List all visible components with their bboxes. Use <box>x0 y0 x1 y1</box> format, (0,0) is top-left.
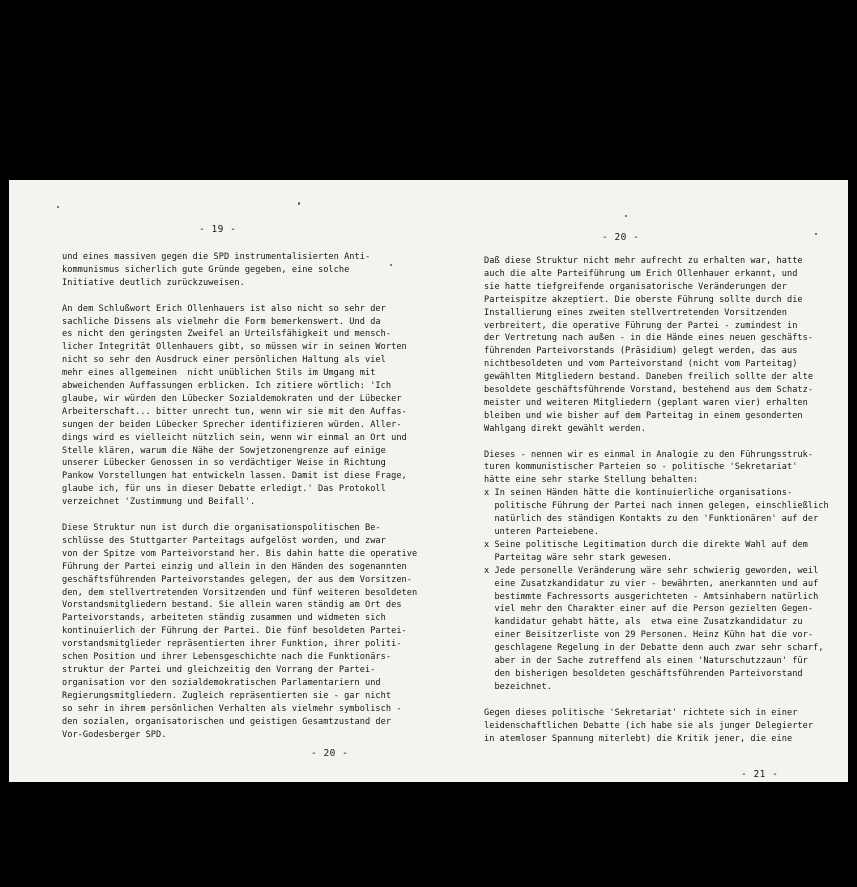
text-line: natürlich des ständigen Kontakts zu den 'Funktionären' auf der <box>494 514 819 525</box>
text-line: Führung der Partei einzig und allein in den Händen des sogenannten <box>62 561 407 572</box>
text-line: und eines massiven gegen die SPD instrumentalisierten Anti- <box>62 252 371 262</box>
text-line: Parteispitze akzeptiert. Die oberste Führung sollte durch die <box>484 294 803 305</box>
text-line: licher Integrität Ollenhauers gibt, so müssen wir in seinen Worten <box>62 342 407 353</box>
text-line: Dieses - nennen wir es einmal in Analogie zu den Führungsstruk- <box>484 449 814 460</box>
scan-speck <box>390 264 392 266</box>
scanned-document <box>9 180 848 782</box>
text-line: Installierung eines zweiten stellvertretenden Vorsitzenden <box>484 307 787 318</box>
text-line: den, dem stellvertretenden Vorsitzenden und fünf weiteren besoldeten <box>62 587 418 598</box>
text-line: Stelle klären, warum die Nähe der Sowjetzonengrenze auf einige <box>62 445 386 456</box>
text-line: verzeichnet 'Zustimmung und Beifall'. <box>62 497 256 508</box>
text-line: geschlagene Regelung in der Debatte denn auch zwar sehr scharf, <box>494 643 824 654</box>
text-line: den sozialen, organisatorischen und geistigen Gesamtzustand der <box>62 716 392 727</box>
page-number-top: - 19 - <box>199 224 237 235</box>
text-line: Vor-Godesberger SPD. <box>62 729 167 740</box>
text-line: so sehr in ihrem persönlichen Verhalten als vielmehr symbolisch - <box>62 703 402 714</box>
text-line: sungen der beiden Lübecker Sprecher identifizieren würden. Aller- <box>62 419 402 430</box>
text-line: struktur der Partei und gleichzeitig den Vorrang der Partei- <box>62 664 376 675</box>
text-line: Vorstandsmitgliedern bestand. Sie allein waren ständig am Ort des <box>62 600 402 611</box>
scan-speck <box>298 202 300 205</box>
text-line: Regierungsmitgliedern. Zugleich repräsentierten sie - gar nicht <box>62 690 392 701</box>
text-line: sie hatte tiefgreifende organisatorische Veränderungen der <box>484 281 787 292</box>
paragraph <box>62 251 417 290</box>
text-line: auch die alte Parteiführung um Erich Ollenhauer erkannt, und <box>484 268 798 279</box>
text-line: kandidatur gehabt hätte, als etwa eine Zusatzkandidatur zu <box>494 617 803 628</box>
text-line: schen Position und ihrer Lebensgeschichte nach die Funktionärs- <box>62 652 392 663</box>
bullet-marker: x <box>484 539 490 550</box>
text-line: viel mehr den Charakter einer auf die Person gezielten Gegen- <box>494 604 814 615</box>
text-line: bleiben und wie bisher auf dem Parteitag in einem gesonderten <box>484 410 803 421</box>
left-page-body <box>62 251 417 754</box>
text-line: schlüsse des Stuttgarter Parteitags aufgelöst worden, und zwar <box>62 535 386 546</box>
text-line: abweichenden Auffassungen erblicken. Ich zitiere wörtlich: 'Ich <box>62 381 392 392</box>
text-line: geschäftsführenden Parteivorstandes gelegen, der aus dem Vorsitzen- <box>62 574 412 585</box>
text-line: von der Spitze vom Parteivorstand her. Bis dahin hatte die operative <box>62 548 418 559</box>
bullet-item <box>484 487 829 539</box>
bullet-marker: x <box>484 565 490 576</box>
text-line: leidenschaftlichen Debatte (ich habe sie als junger Delegierter <box>484 720 814 731</box>
text-line: Seine politische Legitimation durch die direkte Wahl auf dem <box>494 539 808 550</box>
text-line: Gegen dieses politische 'Sekretariat' richtete sich in einer <box>484 707 798 718</box>
text-line: organisation vor den sozialdemokratischen Parlamentariern und <box>62 677 381 688</box>
scan-speck <box>625 215 627 217</box>
text-line: kommunismus sicherlich gute Gründe gegeben, eine solche <box>62 264 350 275</box>
scan-speck <box>57 206 59 208</box>
text-line: einer Beisitzerliste von 29 Personen. Heinz Kühn hat die vor- <box>494 630 814 641</box>
right-page <box>449 180 848 782</box>
text-line: Diese Struktur nun ist durch die organisationspolitischen Be- <box>62 523 381 533</box>
text-line: unserer Lübecker Genossen in so verdächtiger Weise in Richtung <box>62 458 386 469</box>
paragraph <box>62 522 417 741</box>
text-line: Jede personelle Veränderung wäre sehr schwierig geworden, weil <box>494 565 819 576</box>
text-line: gewählten Mitgliedern bestand. Daneben freilich sollte der alte <box>484 372 814 383</box>
right-page-body <box>484 255 829 745</box>
text-line: eine Zusatzkandidatur zu vier - bewährten, anerkannten und auf <box>494 578 819 589</box>
scan-speck <box>815 233 817 235</box>
text-line: glaube, wir würden den Lübecker Sozialdemokraten und der Lübecker <box>62 393 402 404</box>
paragraph <box>484 449 829 488</box>
page-number-bottom: - 21 - <box>741 769 779 780</box>
left-page <box>9 180 449 782</box>
text-line: führenden Parteivorstands (Präsidium) gelegt werden, das aus <box>484 346 798 357</box>
paragraph <box>62 303 417 510</box>
text-line: mehr eines allgemeinen nicht unüblichen Stils im Umgang mit <box>62 368 376 379</box>
text-line: bezeichnet. <box>494 681 552 692</box>
text-line: An dem Schlußwort Erich Ollenhauers ist also nicht so sehr der <box>62 303 386 314</box>
text-line: In seinen Händen hätte die kontinuierliche organisations- <box>494 488 793 499</box>
text-line: in atemloser Spannung miterlebt) die Kritik jener, die eine <box>484 733 793 744</box>
text-line: verbreitert, die operative Führung der Partei - zumindest in <box>484 320 798 331</box>
text-line: es nicht den geringsten Zweifel an Urteilsfähigkeit und mensch- <box>62 329 392 340</box>
text-line: hätte eine sehr starke Stellung behalten: <box>484 475 699 486</box>
text-line: besoldete geschäftsführende Vorstand, bestehend aus dem Schatz- <box>484 385 814 396</box>
text-line: nicht so sehr den Ausdruck einer persönlichen Haltung als viel <box>62 355 386 366</box>
page-number-bottom: - 20 - <box>311 748 349 759</box>
text-line: politische Führung der Partei nach innen gelegen, einschließlich <box>494 501 829 512</box>
text-line: Pankow Vorstellungen hat entwickeln lassen. Damit ist diese Frage, <box>62 471 407 482</box>
text-line: kontinuierlich der Führung der Partei. Die fünf besoldeten Partei- <box>62 626 407 637</box>
text-line: glaube ich, für uns in dieser Debatte erledigt.' Das Protokoll <box>62 484 386 495</box>
text-line: der Vertretung nach außen - in die Hände eines neuen geschäfts- <box>484 333 814 344</box>
text-line: bestimmte Fachressorts ausgerichteten - Amtsinhabern natürlich <box>494 591 819 602</box>
text-line: meister und weiteren Mitgliedern (geplant waren vier) erhalten <box>484 397 808 408</box>
bullet-item <box>484 539 829 565</box>
text-line: dings wird es vielleicht nützlich sein, wenn wir einmal an Ort und <box>62 432 407 443</box>
text-line: vorstandsmitglieder repräsentierten ihrer Funktion, ihrer politi- <box>62 639 402 650</box>
text-line: den bisherigen besoldeten geschäftsführenden Parteivorstand <box>494 668 803 679</box>
text-line: Arbeiterschaft... bitter unrecht tun, wenn wir sie mit den Auffas- <box>62 406 407 417</box>
paragraph <box>484 255 829 436</box>
bullet-item <box>484 565 829 694</box>
text-line: Initiative deutlich zurückzuweisen. <box>62 277 245 288</box>
text-line: aber in der Sache zutreffend als einen 'Naturschutzzaun' für <box>494 656 808 667</box>
paragraph <box>484 707 829 746</box>
text-line: unteren Parteiebene. <box>494 527 599 538</box>
text-line: Wahlgang direkt gewählt werden. <box>484 423 646 434</box>
text-line: sachliche Dissens als vielmehr die Form bemerkenswert. Und da <box>62 316 381 327</box>
bullet-marker: x <box>484 488 490 499</box>
text-line: Daß diese Struktur nicht mehr aufrecht zu erhalten war, hatte <box>484 256 803 266</box>
page-number-top: - 20 - <box>602 232 640 243</box>
text-line: Parteivorstands, arbeiteten ständig zusammen und widmeten sich <box>62 613 386 624</box>
text-line: Parteitag wäre sehr stark gewesen. <box>494 552 673 563</box>
text-line: nichtbesoldeten und vom Parteivorstand (nicht vom Parteitag) <box>484 359 798 370</box>
text-line: turen kommunistischer Parteien so - politische 'Sekretariat' <box>484 462 798 473</box>
